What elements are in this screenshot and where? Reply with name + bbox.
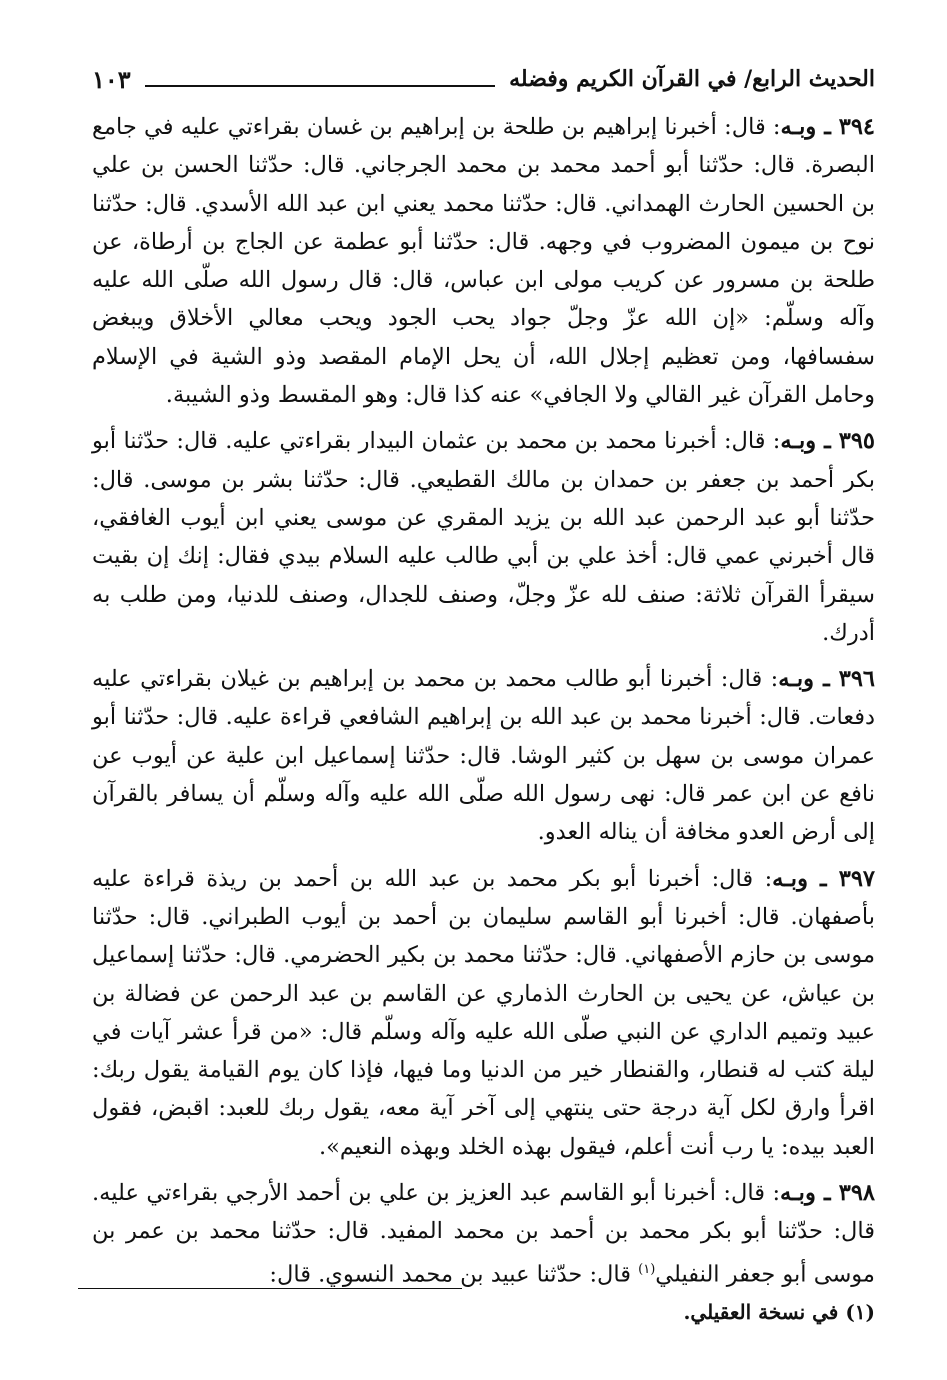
hadith-398: [92, 1174, 875, 1293]
hadith-394: [92, 108, 875, 414]
hadith-number: ٣٩٤: [838, 114, 875, 140]
header-rule: [145, 71, 495, 87]
hadith-395: [92, 422, 875, 652]
hadith-396: [92, 660, 875, 851]
hadith-number: ٣٩٧: [838, 865, 875, 892]
hadith-lead: ـ وبـه: [778, 666, 839, 693]
chapter-title: الحديث الرابع/ في القرآن الكريم وفضله: [509, 66, 875, 92]
hadith-text-continued: قال: حدّثنا عبيد بن محمد النسوي. قال:: [269, 1261, 639, 1288]
hadith-lead: ـ وبـه: [772, 865, 839, 892]
page-number: ١٠٣: [92, 64, 131, 94]
hadith-number: ٣٩٨: [838, 1180, 875, 1207]
hadith-text: : قال: أخبرنا أبو طالب محمد بن محمد بن إبراهيم بن غيلان بقراءتي عليه دفعات. قال: أخبرنا محمد بن عبد الله بن إبراهيم الشافعي قراءة عليه. قال: حدّثنا أبو عمران موسى بن سهل بن كثير الوشا. قال: حدّثنا إسماعيل ابن علية عن أيوب عن نافع عن ابن عمر قال: نهى رسول الله صلّى الله عليه وآله وسلّم أن يسافر بالقرآن إلى أرض العدو مخافة أن يناله العدو.: [92, 666, 875, 846]
hadith-lead: ـ وبـه: [780, 428, 839, 455]
footnote-rule: [78, 1288, 462, 1289]
hadith-number: ٣٩٦: [838, 666, 875, 693]
hadith-397: [92, 860, 875, 1166]
hadith-lead: ـ وبـه: [780, 114, 839, 140]
running-header: [92, 62, 875, 96]
hadith-number: ٣٩٥: [838, 428, 875, 455]
footnote: (١) في نسخة العقيلي.: [683, 1300, 875, 1324]
hadith-text: : قال: أخبرنا أبو القاسم عبد العزيز بن علي بن أحمد الأرجي بقراءتي عليه. قال: حدّثنا أبو بكر محمد بن أحمد بن محمد المفيد. قال: حدّثنا محمد بن عمر بن موسى أبو جعفر النفيلي: [92, 1180, 875, 1288]
hadith-text: : قال: أخبرنا محمد بن محمد بن عثمان البيدار بقراءتي عليه. قال: حدّثنا أبو بكر أحمد بن جعفر بن حمدان بن مالك القطيعي. قال: حدّثنا بشر بن موسى. قال: حدّثنا أبو عبد الرحمن عبد الله بن يزيد المقري عن موسى يعني ابن أيوب الغافقي، قال أخبرني عمي قال: أخذ علي بن أبي طالب عليه السلام بيدي فقال: إنك إن بقيت سيقرأ القرآن ثلاثة: صنف لله عزّ وجلّ، وصنف للجدال، وصنف للدنيا، ومن طلب به أدرك.: [92, 428, 875, 646]
hadith-text: : قال: أخبرنا إبراهيم بن طلحة بن إبراهيم بن غسان بقراءتي عليه في جامع البصرة. قال: حدّثنا أبو أحمد محمد بن محمد الجرجاني. قال: حدّثنا الحسن بن علي بن الحسين الحارث الهمداني. قال: حدّثنا محمد يعني ابن عبد الله الأسدي. قال: حدّثنا نوح بن ميمون المضروب في وجهه. قال: حدّثنا أبو عطمة عن الجاج بن أرطاة، عن طلحة بن مسرور عن كريب مولى ابن عباس، قال: قال رسول الله صلّى الله عليه وآله وسلّم: «إن الله عزّ وجلّ جواد يحب الجود ويحب معالي الأخلاق ويبغض سفسافها، ومن تعظيم إجلال الله، أن يحل الإمام المقصد وذو الشية في الإسلام وحامل القرآن غير القالي ولا الجافي» عنه كذا قال: وهو المقسط وذو الشيبة.: [92, 114, 875, 409]
footnote-ref: (١): [638, 1261, 656, 1277]
hadith-lead: ـ وبـه: [780, 1180, 839, 1207]
hadith-text: : قال: أخبرنا أبو بكر محمد بن عبد الله بن أحمد بن ريذة قراءة عليه بأصفهان. قال: أخبرنا أبو القاسم سليمان بن أحمد بن أيوب الطبراني. قال: حدّثنا موسى بن حازم الأصفهاني. قال: حدّثنا محمد بن بكير الحضرمي. قال: حدّثنا إسماعيل بن عياش، عن يحيى بن الحارث الذماري عن القاسم بن عبد الرحمن عن فضالة بن عبيد وتميم الداري عن النبي صلّى الله عليه وآله وسلّم قال: «من قرأ عشر آيات في ليلة كتب له قنطار، والقنطار خير من الدنيا وما فيها، فإذا كان يوم القيامة يقول ربك: اقرأ وارق لكل آية درجة حتى ينتهي إلى آخر آية معه، يقول ربك للعبد: اقبض، فقول العبد بيده: يا رب أنت أعلم، فيقول بهذه الخلد وبهذه النعيم».: [92, 865, 875, 1160]
